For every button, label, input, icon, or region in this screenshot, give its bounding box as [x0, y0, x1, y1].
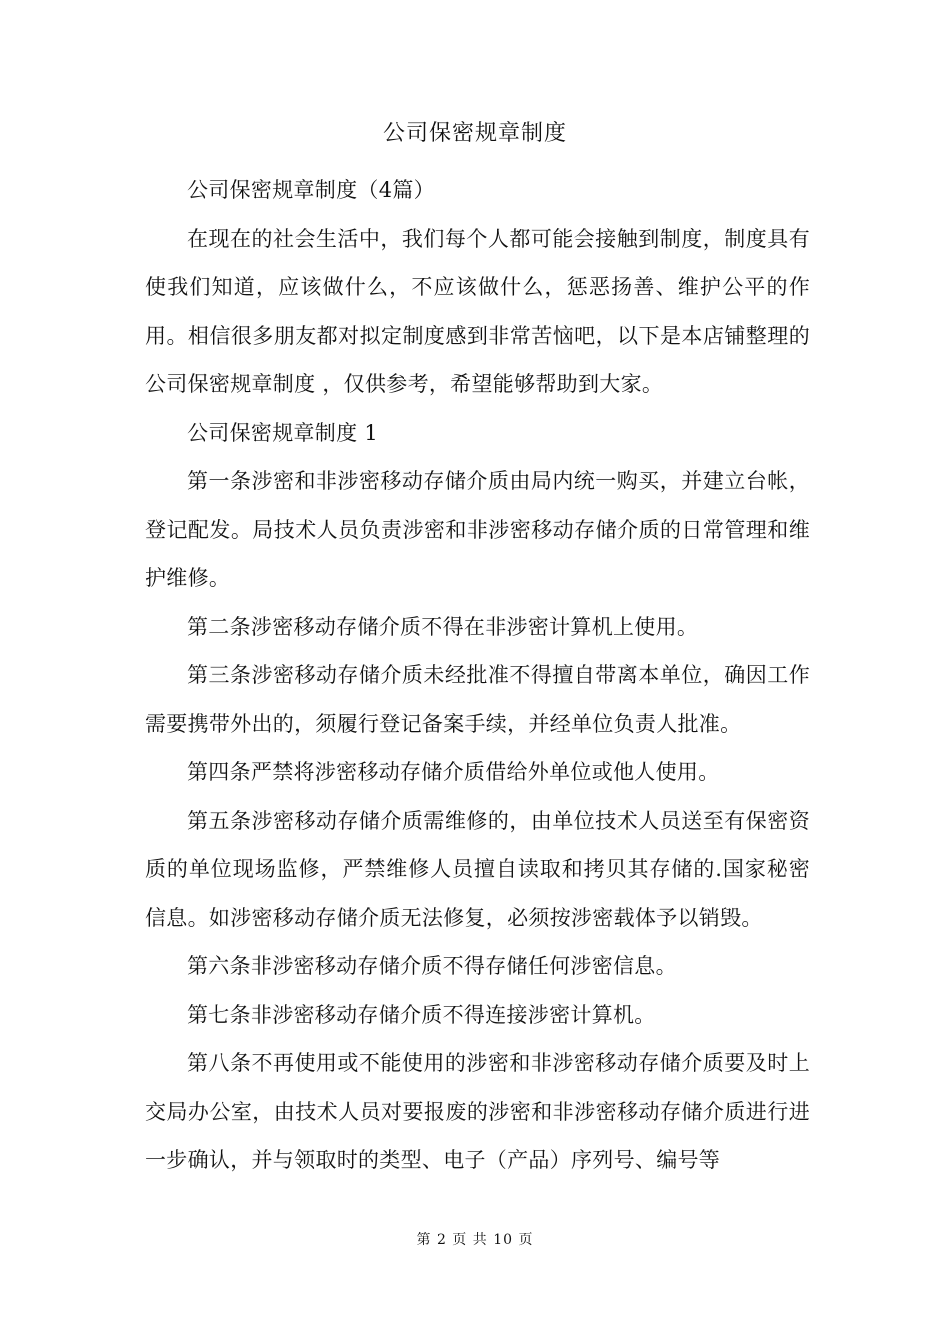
paragraph-article-7: 第七条非涉密移动存储介质不得连接涉密计算机。: [187, 1002, 656, 1027]
paragraph-article-1: 第一条涉密和非涉密移动存储介质由局内统一购买，并建立台帐，登记配发。局技术人员负责涉密和非涉密移动存储介质的日常管理和维护维修。: [145, 469, 810, 590]
page-number-footer: 第 2 页 共 10 页: [416, 1232, 534, 1248]
document-body: [145, 166, 810, 1185]
document-title: 公司保密规章制度: [382, 121, 567, 146]
paragraph-article-2: 第二条涉密移动存储介质不得在非涉密计算机上使用。: [187, 614, 699, 639]
paragraph-subtitle: 公司保密规章制度（4篇）: [187, 178, 435, 202]
paragraph-article-4: 第四条严禁将涉密移动存储介质借给外单位或他人使用。: [187, 760, 720, 784]
paragraph-intro: 在现在的社会生活中，我们每个人都可能会接触到制度，制度具有使我们知道，应该做什么，不应该做什么，惩恶扬善、维护公平的作用。相信很多朋友都对拟定制度感到非常苦恼吧，以下是本店铺整理的公司保密规章制度 ，仅供参考，希望能够帮助到大家。: [145, 226, 810, 396]
paragraph-article-5: 第五条涉密移动存储介质需维修的，由单位技术人员送至有保密资质的单位现场监修，严禁维修人员擅自读取和拷贝其存储的.国家秘密信息。如涉密移动存储介质无法修复，必须按涉密载体予以销毁。: [145, 808, 810, 930]
paragraph-article-3: 第三条涉密移动存储介质未经批准不得擅自带离本单位，确因工作需要携带外出的，须履行登记备案手续，并经单位负责人批准。: [145, 663, 810, 736]
paragraph-article-8: 第八条不再使用或不能使用的涉密和非涉密移动存储介质要及时上交局办公室，由技术人员对要报废的涉密和非涉密移动存储介质进行进一步确认，并与领取时的类型、电子（产品）序列号、编号等: [145, 1051, 810, 1172]
paragraph-section-heading: 公司保密规章制度 1: [187, 420, 379, 445]
paragraph-article-6: 第六条非涉密移动存储介质不得存储任何涉密信息。: [187, 954, 677, 978]
